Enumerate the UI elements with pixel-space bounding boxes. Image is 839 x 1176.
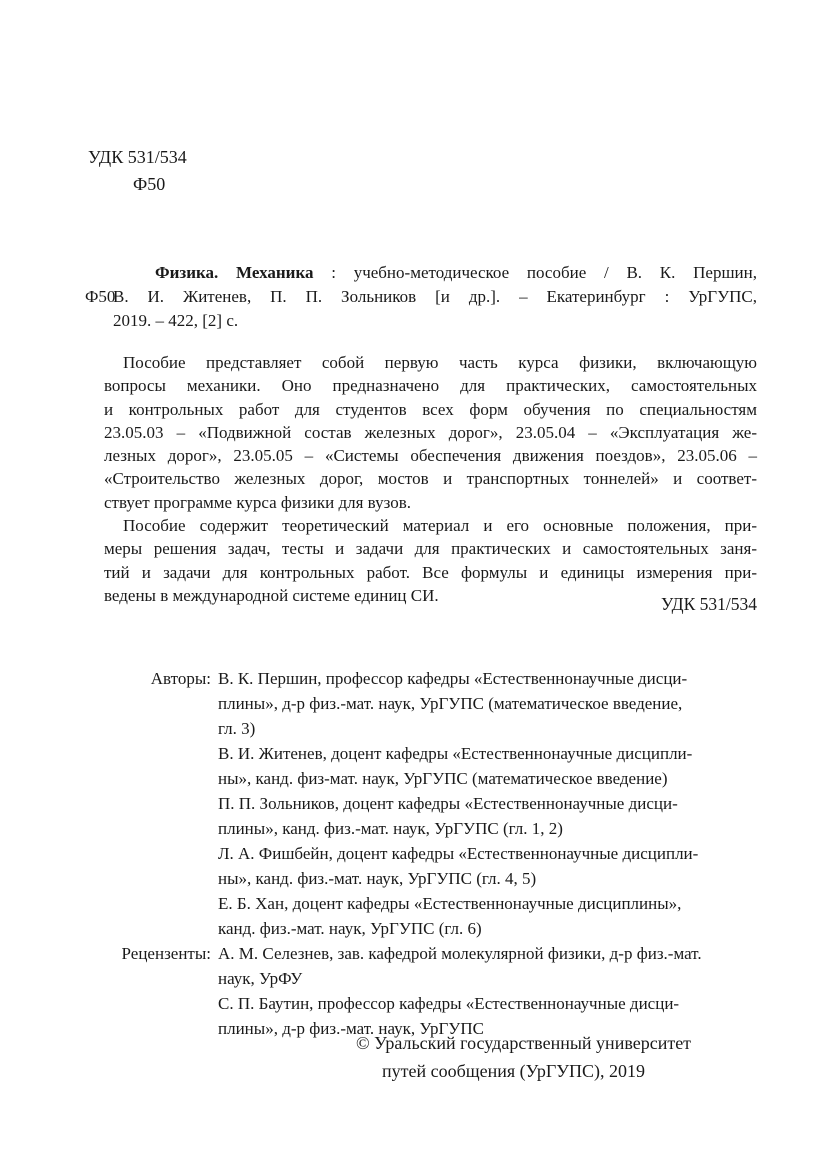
bib-line [113,261,757,285]
author-entry [218,741,698,791]
copyright-line: © Уральский государственный университет [356,1033,692,1053]
bbk-author-code: Ф50 [133,174,166,194]
author-entry [218,841,698,891]
book-title: Физика. Механика [155,263,314,282]
reviewer-entry [218,941,702,991]
text-line: плины», д-р физ.-мат. наук, УрГУПС (математическое введение, [218,694,683,713]
text-line: Е. Б. Хан, доцент кафедры «Естественнонаучные дисциплины», [218,894,682,913]
text-line: Пособие представляет собой первую часть курса физики, включающую [123,353,757,372]
authors-label: Авторы: [150,669,211,688]
text-line: А. М. Селезнев, зав. кафедрой молекулярной физики, д-р физ.-мат. [218,944,702,963]
reviewers-list [218,941,702,1041]
text-line: и контрольных работ для студентов всех форм обучения по специальностям [104,399,757,419]
text-line: Пособие содержит теоретический материал и его основные положения, при- [123,516,757,536]
text-line: С. П. Баутин, профессор кафедры «Естественнонаучные дисци- [218,994,680,1013]
text-line: меры решения задач, тесты и задачи для практических и самостоятельных заня- [104,539,757,559]
text-line: гл. 3) [218,719,256,738]
text-line: ны», канд. физ.-мат. наук, УрГУПС (гл. 4, 5) [218,869,537,888]
text-line: тий и задачи для контрольных работ. Все формулы и единицы измерения при- [104,562,757,582]
authors-list [218,666,698,941]
author-entry [218,891,698,941]
text-line: В. К. Першин, профессор кафедры «Естественнонаучные дисци- [218,669,688,688]
author-entry [218,666,698,741]
text-line: плины», д-р физ.-мат. наук, УрГУПС [218,1019,484,1038]
text-line: лезных дорог», 23.05.05 – «Системы обеспечения движения поездов», 23.05.06 – [104,446,757,466]
text-line: канд. физ.-мат. наук, УрГУПС (гл. 6) [218,919,482,938]
text-line: ны», канд. физ-мат. наук, УрГУПС (математическое введение) [218,769,668,788]
udk-code: УДК 531/534 [88,147,187,167]
text-line: В. И. Житенев, доцент кафедры «Естественнонаучные дисципли- [218,744,693,763]
annotation-block [104,351,757,607]
author-entry [218,791,698,841]
text-line: П. П. Зольников, доцент кафедры «Естественнонаучные дисци- [218,794,678,813]
text-line: ствует программе курса физики для вузов. [104,492,411,512]
bib-line: В. И. Житенев, П. П. Зольников [и др.]. – Екатеринбург : УрГУПС, [113,287,757,306]
text-line: 23.05.03 – «Подвижной состав железных дорог», 23.05.04 – «Эксплуатация же- [104,422,757,442]
udk-classification-block [88,144,187,198]
reviewers-label: Рецензенты: [121,944,211,963]
bib-margin-code: Ф50 [85,287,116,306]
bibliographic-entry [85,261,757,333]
text-line: наук, УрФУ [218,969,303,988]
text-line: «Строительство железных дорог, мостов и транспортных тоннелей» и соответ- [104,469,757,489]
bib-subtitle: : учебно-методическое пособие / В. К. Першин, [313,263,757,282]
text-line: Л. А. Фишбейн, доцент кафедры «Естественнонаучные дисципли- [218,844,699,863]
copyright-notice [356,1029,691,1085]
authors-row [105,666,765,941]
udk-code-right: УДК 531/534 [661,594,757,614]
copyright-line: путей сообщения (УрГУПС), 2019 [382,1061,645,1081]
text-line: вопросы механики. Оно предназначено для практических, самостоятельных [104,376,757,396]
bib-text [113,261,757,333]
credits-block [105,666,765,1041]
text-line: плины», канд. физ.-мат. наук, УрГУПС (гл. 1, 2) [218,819,563,838]
reviewers-row [105,941,765,1041]
bib-line: 2019. – 422, [2] с. [113,311,239,330]
text-line: ведены в международной системе единиц СИ. [104,585,439,605]
annotation-paragraph-1 [104,351,757,514]
